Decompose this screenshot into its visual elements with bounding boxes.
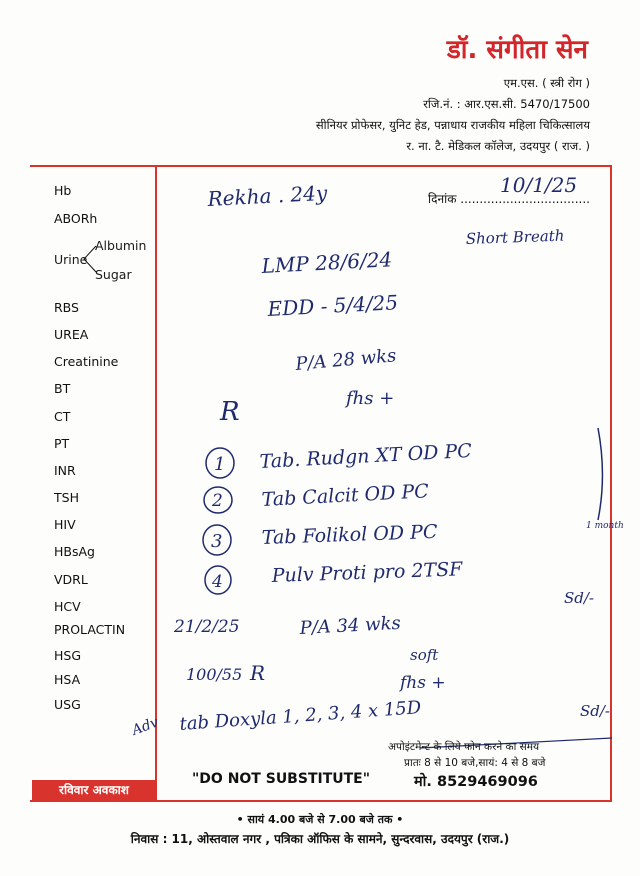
phone-number: मो. 8529469096 <box>414 774 538 790</box>
hw-bracket <box>598 428 603 520</box>
hw-num1: 1 <box>214 454 226 475</box>
hw-bp-rx: R <box>250 661 266 685</box>
position: सीनियर प्रोफेसर, युनिट हेड, पन्नाधाय राजकीय महिला चिकित्सालय <box>315 118 590 132</box>
test-aborh: ABORh <box>54 211 98 226</box>
test-hsa: HSA <box>54 672 81 687</box>
clinic-time: • सायं 4.00 बजे से 7.00 बजे तक • <box>236 813 404 826</box>
test-pt: PT <box>54 436 70 451</box>
hw-pa: P/A 28 wks <box>294 345 398 375</box>
hw-fhs: fhs + <box>346 388 395 409</box>
test-tsh: TSH <box>54 490 79 505</box>
test-sugar: Sugar <box>95 267 132 282</box>
hw-med2: Tab Calcit OD PC <box>261 480 430 511</box>
appointment-timing: प्रातः 8 से 10 बजे,सायं: 4 से 8 बजे <box>404 757 546 769</box>
test-inr: INR <box>54 463 76 478</box>
test-creatinine: Creatinine <box>54 354 119 369</box>
hw-complaint: Short Breath <box>465 226 565 248</box>
residence-address: निवास : 11, ओस्तवाल नगर , पत्रिका ऑफिस के सामने, सुन्दरवास, उदयपुर (राज.) <box>130 832 510 846</box>
test-bt: BT <box>54 381 71 396</box>
test-albumin: Albumin <box>95 238 147 253</box>
test-urine: Urine <box>54 252 88 267</box>
test-prolactin: PROLACTIN <box>54 622 126 637</box>
qualification: एम.एस. ( स्त्री रोग ) <box>503 76 590 90</box>
hw-med4: Pulv Proti pro 2TSF <box>271 558 463 587</box>
hw-date: 10/1/25 <box>500 173 578 197</box>
test-hcv: HCV <box>54 599 81 614</box>
date-label: दिनांक .................................. <box>428 192 590 206</box>
doctor-name: डॉ. संगीता सेन <box>446 35 588 65</box>
hw-lmp: LMP 28/6/24 <box>261 247 393 278</box>
hw-visit2-fhs: fhs + <box>400 673 446 693</box>
test-hbsag: HBsAg <box>54 544 95 559</box>
test-ct: CT <box>54 409 71 424</box>
hw-adv-note: tab Doxyla 1, 2, 3, 4 x 15D <box>178 697 422 735</box>
hw-visit2-date: 21/2/25 <box>174 617 240 637</box>
sunday-holiday-badge: रविवार अवकाश <box>32 780 156 800</box>
appointment-note: अपोइंटमेन्ट के लिये फोन करने का समय <box>388 741 540 753</box>
hw-num4: 4 <box>212 572 223 592</box>
hw-med3: Tab Folikol OD PC <box>261 520 438 549</box>
college: र. ना. टै. मेडिकल कॉलेज, उदयपुर ( राज. ) <box>406 139 590 153</box>
test-hiv: HIV <box>54 517 76 532</box>
hw-sign1: Sd/- <box>564 589 594 607</box>
hw-med1: Tab. Rudgn XT OD PC <box>259 439 473 473</box>
test-rbs: RBS <box>54 300 79 315</box>
test-urea: UREA <box>54 327 89 342</box>
test-usg: USG <box>54 697 81 712</box>
hw-visit2-note: soft <box>410 646 439 664</box>
hw-edd: EDD - 5/4/25 <box>267 290 399 321</box>
hw-visit2-pa: P/A 34 wks <box>299 612 402 639</box>
hw-rx: R <box>220 397 240 427</box>
hw-num3: 3 <box>211 531 223 552</box>
do-not-substitute: "DO NOT SUBSTITUTE" <box>192 771 371 787</box>
test-hsg: HSG <box>54 648 82 663</box>
hw-adv: Adv <box>129 714 161 739</box>
hw-patient: Rekha . 24y <box>207 180 328 211</box>
hw-duration: 1 month <box>586 521 624 531</box>
hw-bp: 100/55 <box>186 665 243 684</box>
test-hb: Hb <box>54 183 72 198</box>
hw-sign2: Sd/- <box>580 702 610 720</box>
registration-number: रजि.नं. : आर.एस.सी. 5470/17500 <box>423 97 590 111</box>
hw-num2: 2 <box>212 491 223 511</box>
test-vdrl: VDRL <box>54 572 88 587</box>
